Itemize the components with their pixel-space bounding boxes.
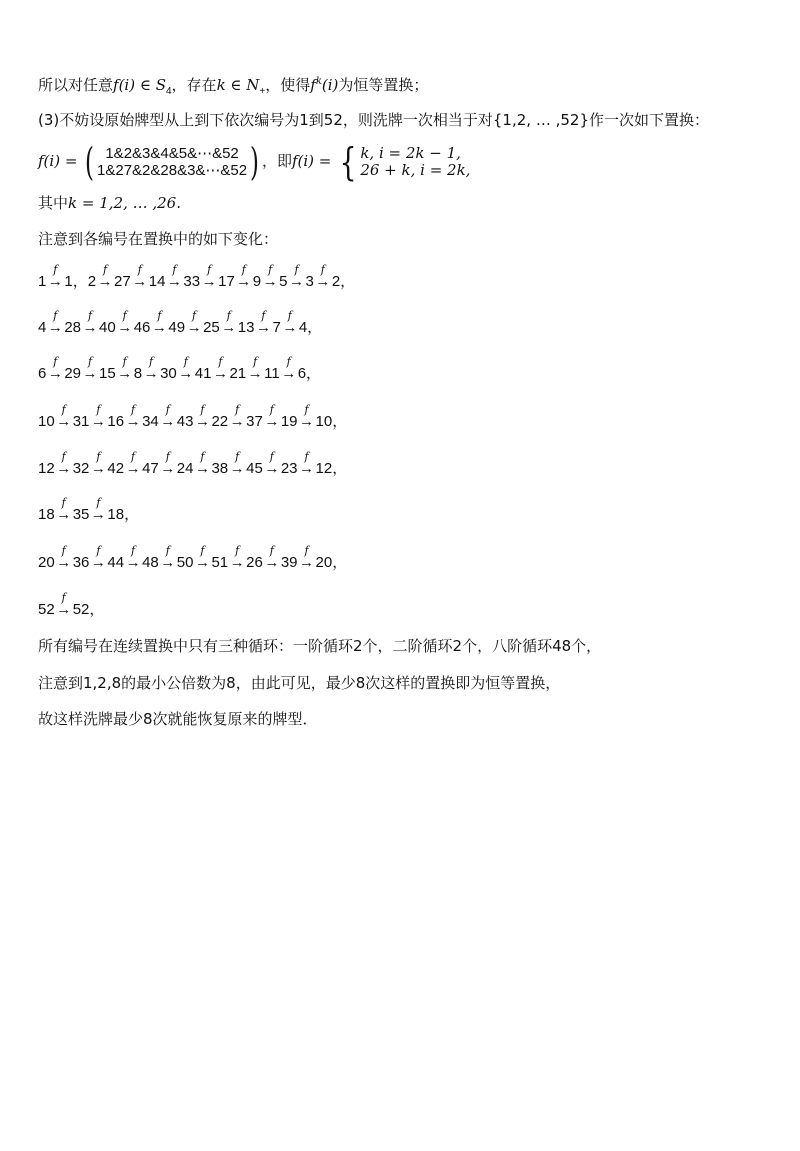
cycle-number: 32 <box>72 460 90 477</box>
cycle-number: 39 <box>280 554 298 571</box>
cycle-number: 49 <box>168 319 186 336</box>
mapping-arrow: f → <box>178 364 194 384</box>
line-k-range <box>38 193 181 213</box>
mapping-arrow: f → <box>151 318 167 338</box>
text-mid2: ，使得 <box>265 76 311 94</box>
cycle-number: 25 <box>203 319 220 336</box>
arrow-label: f <box>235 544 240 557</box>
cycle-number: 42 <box>107 460 125 477</box>
mapping-arrow: f → <box>288 272 304 292</box>
cycle-number: 38 <box>211 460 229 477</box>
cycle-number: 20 <box>315 554 333 571</box>
separator-comma: ， <box>332 413 348 430</box>
cycle-number: 40 <box>99 319 116 336</box>
cycle-number: 10 <box>315 413 333 430</box>
mapping-arrow: f → <box>201 272 217 292</box>
mapping-arrow: f → <box>264 459 280 479</box>
mapping-arrow: f → <box>221 318 237 338</box>
cycle-number: 3 <box>305 273 314 290</box>
cycle-number: 1 <box>64 273 73 290</box>
cycle-number: 2 <box>331 273 341 290</box>
math-superscript: k <box>315 76 322 87</box>
cycle-number: 17 <box>218 273 235 290</box>
mapping-arrow: f → <box>125 412 141 432</box>
math-arg: (i) <box>321 76 339 94</box>
cycle-number: 14 <box>148 273 166 290</box>
cycle-number: 21 <box>229 365 247 382</box>
cycle-number: 33 <box>183 273 201 290</box>
cycle-number: 6 <box>38 365 47 382</box>
cycle-number: 31 <box>72 413 90 430</box>
matrix-bottom-row: 1&27&2&28&3&⋯&52 <box>97 161 248 179</box>
arrow-label: f <box>61 544 66 557</box>
cycle-line <box>38 263 356 292</box>
cycle-line <box>38 355 322 384</box>
arrow-label: f <box>235 403 240 416</box>
arrow-label: f <box>200 403 205 416</box>
mapping-arrow: f → <box>247 364 263 384</box>
line-note-changes: 注意到各编号在置换中的如下变化： <box>38 230 279 248</box>
arrow-label: f <box>200 544 205 557</box>
case-odd: k, i = 2k − 1, <box>360 143 461 162</box>
mapping-arrow: f → <box>90 553 106 573</box>
mapping-arrow: f → <box>125 553 141 573</box>
math-f-i-in-s: f(i) ∈ S <box>113 76 166 94</box>
mapping-arrow: f → <box>299 412 315 432</box>
cycle-number: 52 <box>72 601 90 618</box>
cycle-number: 29 <box>64 365 82 382</box>
cycle-line <box>38 544 348 573</box>
arrow-label: f <box>286 355 291 368</box>
cycle-number: 27 <box>114 273 131 290</box>
arrow-label: f <box>269 403 274 416</box>
mapping-arrow: f → <box>82 364 98 384</box>
arrow-label: f <box>53 355 58 368</box>
cycle-number: 34 <box>142 413 159 430</box>
arrow-label: f <box>304 544 309 557</box>
cycle-number: 43 <box>176 413 194 430</box>
cycle-number: 18 <box>38 506 55 523</box>
mapping-arrow: f → <box>56 459 72 479</box>
arrow-label: f <box>218 355 223 368</box>
separator-comma: ， <box>332 554 348 571</box>
cycle-number: 4 <box>298 319 308 336</box>
separator-comma: ， <box>306 365 322 382</box>
cycle-number: 51 <box>211 554 229 571</box>
arrow-label: f <box>131 450 136 463</box>
arrow-label: f <box>269 450 274 463</box>
mapping-arrow: f → <box>236 272 252 292</box>
cycle-line <box>38 403 348 432</box>
cycle-number: 12 <box>315 460 333 477</box>
cycle-number: 10 <box>38 413 55 430</box>
text-suffix: 为恒等置换； <box>338 76 429 94</box>
cycle-number: 18 <box>107 506 125 523</box>
mapping-arrow: f → <box>229 412 245 432</box>
case-even: 26 + k, i = 2k, <box>360 160 471 179</box>
left-brace: { <box>339 139 357 184</box>
arrow-label: f <box>137 263 142 276</box>
mapping-arrow: f → <box>117 364 133 384</box>
arrow-label: f <box>320 263 325 276</box>
mapping-arrow: f → <box>299 459 315 479</box>
mapping-arrow: f → <box>212 364 228 384</box>
mapping-arrow: f → <box>143 364 159 384</box>
mapping-arrow: f → <box>47 364 63 384</box>
math-k-range: k = 1,2, … ,26 <box>68 194 177 212</box>
cycle-line <box>38 450 348 479</box>
line-cycle-summary: 所有编号在连续置换中只有三种循环：一阶循环2个，二阶循环2个，八阶循环48个， <box>38 637 602 655</box>
cycle-number: 8 <box>133 365 143 382</box>
mapping-arrow: f → <box>194 412 210 432</box>
arrow-label: f <box>304 403 309 416</box>
math-lhs2: f(i) = <box>291 152 332 170</box>
text-between: ，即 <box>261 152 292 170</box>
mapping-arrow: f → <box>315 272 331 292</box>
mapping-arrow: f → <box>282 318 298 338</box>
separator-comma: ， <box>72 273 88 290</box>
arrow-label: f <box>87 355 93 368</box>
mapping-arrow: f → <box>90 459 106 479</box>
arrow-label: f <box>131 544 136 557</box>
mapping-arrow: f → <box>160 459 176 479</box>
arrow-label: f <box>53 263 58 276</box>
matrix-top-row: 1&2&3&4&5&⋯&52 <box>105 144 239 162</box>
arrow-label: f <box>268 263 273 276</box>
cycle-number: 45 <box>246 460 263 477</box>
mapping-arrow: f → <box>56 505 72 525</box>
text-prefix: 所以对任意 <box>38 76 114 94</box>
left-paren: ( <box>85 139 95 184</box>
arrow-label: f <box>207 263 212 276</box>
math-subscript: 4 <box>165 86 172 97</box>
mapping-arrow: f → <box>82 318 98 338</box>
separator-comma: ， <box>340 273 356 290</box>
arrow-label: f <box>122 309 127 322</box>
arrow-label: f <box>61 403 66 416</box>
cycle-number: 20 <box>38 554 55 571</box>
cycle-number: 28 <box>64 319 82 336</box>
cycle-line <box>38 496 140 525</box>
cycle-number: 5 <box>279 273 288 290</box>
cycle-number: 44 <box>107 554 125 571</box>
arrow-label: f <box>157 309 162 322</box>
cycle-number: 16 <box>107 413 125 430</box>
math-lhs: f(i) = <box>38 152 78 170</box>
mapping-arrow: f → <box>186 318 202 338</box>
permutation-formula <box>38 140 470 182</box>
mapping-arrow: f → <box>166 272 182 292</box>
text-suffix: . <box>176 194 182 212</box>
arrow-label: f <box>96 450 101 463</box>
mapping-arrow: f → <box>160 553 176 573</box>
permutation-matrix <box>97 145 247 179</box>
arrow-label: f <box>241 263 246 276</box>
arrow-label: f <box>53 309 58 322</box>
text-mid: ，存在 <box>171 76 217 94</box>
mapping-arrow: f → <box>229 459 245 479</box>
cycle-number: 11 <box>264 365 280 382</box>
arrow-label: f <box>226 309 231 322</box>
cycle-number: 52 <box>38 601 55 618</box>
cycle-number: 50 <box>176 554 194 571</box>
cycle-number: 19 <box>280 413 298 430</box>
mapping-arrow: f → <box>264 553 280 573</box>
mapping-arrow: f → <box>56 412 72 432</box>
cycle-number: 48 <box>142 554 159 571</box>
mapping-arrow: f → <box>47 272 63 292</box>
cycle-number: 13 <box>237 319 255 336</box>
arrow-label: f <box>131 403 136 416</box>
mapping-arrow: f → <box>117 318 133 338</box>
arrow-label: f <box>261 309 266 322</box>
cycle-number: 37 <box>246 413 263 430</box>
cycle-number: 6 <box>297 365 307 382</box>
arrow-label: f <box>200 450 205 463</box>
cycle-number: 23 <box>280 460 298 477</box>
arrow-label: f <box>96 496 101 509</box>
mapping-arrow: f → <box>160 412 176 432</box>
mapping-arrow: f → <box>56 553 72 573</box>
arrow-label: f <box>103 263 108 276</box>
mapping-arrow: f → <box>132 272 148 292</box>
cycle-number: 46 <box>133 319 151 336</box>
mapping-arrow: f → <box>194 553 210 573</box>
arrow-label: f <box>61 450 66 463</box>
separator-comma: ， <box>124 506 140 523</box>
math-f: f <box>310 76 316 94</box>
line-part3-intro: (3)不妨设原始牌型从上到下依次编号为1到52，则洗牌一次相当于对{1,2, … ,52}作一次如下置换： <box>38 111 709 129</box>
cycle-line <box>38 591 105 620</box>
math-k-in-n: k ∈ N <box>216 76 260 94</box>
text-prefix: 其中 <box>38 194 69 212</box>
arrow-label: f <box>165 450 170 463</box>
cycle-number: 22 <box>211 413 229 430</box>
arrow-label: f <box>192 309 197 322</box>
separator-comma: ， <box>332 460 348 477</box>
cycle-number: 41 <box>194 365 212 382</box>
cycle-line <box>38 309 323 338</box>
separator-comma: ， <box>307 319 323 336</box>
line-conclusion-identity <box>38 72 428 102</box>
cycle-number: 35 <box>72 506 90 523</box>
arrow-label: f <box>304 450 309 463</box>
cycle-number: 47 <box>142 460 159 477</box>
arrow-label: f <box>61 496 66 509</box>
mapping-arrow: f → <box>229 553 245 573</box>
mapping-arrow: f → <box>125 459 141 479</box>
cycle-number: 15 <box>99 365 116 382</box>
mapping-arrow: f → <box>262 272 278 292</box>
arrow-label: f <box>235 450 240 463</box>
cycle-number: 7 <box>272 319 281 336</box>
arrow-label: f <box>287 309 292 322</box>
arrow-label: f <box>172 263 177 276</box>
mapping-arrow: f → <box>255 318 271 338</box>
mapping-arrow: f → <box>56 600 72 620</box>
arrow-label: f <box>269 544 274 557</box>
arrow-label: f <box>253 355 258 368</box>
cycle-number: 2 <box>87 273 97 290</box>
mapping-arrow: f → <box>90 505 106 525</box>
mapping-arrow: f → <box>90 412 106 432</box>
cycle-number: 36 <box>72 554 90 571</box>
arrow-label: f <box>61 591 66 604</box>
cycle-number: 4 <box>38 319 47 336</box>
mapping-arrow: f → <box>281 364 297 384</box>
arrow-label: f <box>96 544 101 557</box>
arrow-label: f <box>87 309 93 322</box>
arrow-label: f <box>96 403 101 416</box>
arrow-label: f <box>122 355 127 368</box>
mapping-arrow: f → <box>47 318 63 338</box>
line-final-answer: 故这样洗牌最少8次就能恢复原来的牌型． <box>38 710 318 728</box>
cycle-number: 12 <box>38 460 55 477</box>
mapping-arrow: f → <box>194 459 210 479</box>
separator-comma: ， <box>89 601 105 618</box>
arrow-label: f <box>183 355 188 368</box>
mapping-arrow: f → <box>299 553 315 573</box>
cycle-number: 9 <box>252 273 262 290</box>
cycle-number: 26 <box>246 554 263 571</box>
line-lcm: 注意到1,2,8的最小公倍数为8，由此可见，最少8次这样的置换即为恒等置换， <box>38 674 561 692</box>
cycle-number: 24 <box>176 460 194 477</box>
cycle-number: 1 <box>38 273 47 290</box>
arrow-label: f <box>165 544 170 557</box>
arrow-label: f <box>165 403 170 416</box>
math-subscript: + <box>259 86 266 97</box>
piecewise-cases <box>360 145 470 179</box>
cycle-number: 30 <box>160 365 177 382</box>
arrow-label: f <box>149 355 154 368</box>
mapping-arrow: f → <box>264 412 280 432</box>
arrow-label: f <box>294 263 299 276</box>
mapping-arrow: f → <box>97 272 113 292</box>
right-paren: ) <box>250 139 259 184</box>
